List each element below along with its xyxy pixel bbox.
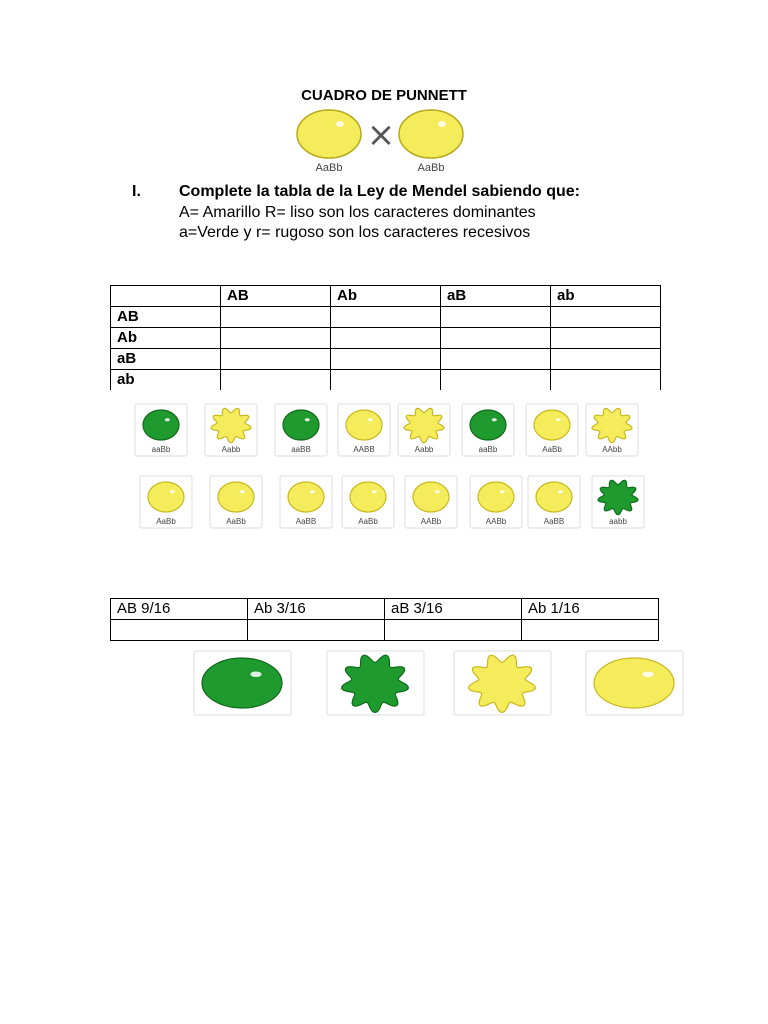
punnett-cell[interactable] [331,370,441,391]
seed-genotype-label: aabb [609,517,627,526]
phenotype-cards [180,645,700,725]
ratio-cell: aB 3/16 [385,599,522,620]
ratio-cell: Ab 1/16 [522,599,659,620]
seed-card-Aabb [398,404,450,456]
punnett-row [111,307,661,328]
seed-genotype-label: AABB [353,445,375,454]
seed-card-AaBB [280,476,332,528]
ratio-answer-row [111,620,659,641]
section-heading: Complete la tabla de la Ley de Mendel sabiendo que: [179,183,580,200]
punnett-cell[interactable] [441,349,551,370]
punnett-cell[interactable] [331,307,441,328]
punnett-cell[interactable] [221,307,331,328]
punnett-col-header: Ab [331,286,441,307]
instruction-line-2: a=Verde y r= rugoso son los caracteres recesivos [179,224,531,241]
seed-genotype-label: aaBB [291,445,311,454]
punnett-col-header: AB [221,286,331,307]
punnett-cell[interactable] [221,328,331,349]
seed-genotype-label: Aabb [221,445,241,454]
page-title: CUADRO DE PUNNETT [301,87,467,104]
punnett-col-header: aB [441,286,551,307]
yellow-wrinkled-seed-card [454,651,551,715]
ratio-header-row [111,599,659,620]
punnett-cell[interactable] [441,328,551,349]
ratio-cell: AB 9/16 [111,599,248,620]
seed-genotype-label: aaBb [151,445,171,454]
ratio-answer-cell[interactable] [248,620,385,641]
green-wrinkled-seed-card [327,651,424,715]
seed-genotype-label: aaBb [478,445,498,454]
ratio-answer-cell[interactable] [385,620,522,641]
seed-genotype-label: AABb [420,517,442,526]
seed-card-AABb [405,476,457,528]
seed-card-Aabb [205,404,257,456]
seed-genotype-label: AaBb [226,517,246,526]
parent2-label: AaBb [417,162,445,174]
cross-symbol: × [366,115,396,155]
seed-card-AABb [470,476,522,528]
seed-genotype-label: Aabb [414,445,434,454]
yellow-round-seed-card [586,651,683,715]
punnett-col-header: ab [551,286,661,307]
punnett-cell[interactable] [331,328,441,349]
ratio-answer-cell[interactable] [522,620,659,641]
seed-card-AaBb [526,404,578,456]
instruction-line-1: A= Amarillo R= liso son los caracteres dominantes [179,204,536,221]
parent2-seed [399,110,463,158]
punnett-cell[interactable] [551,328,661,349]
punnett-row-header: AB [111,307,221,328]
green-round-seed-card [194,651,291,715]
punnett-cell[interactable] [331,349,441,370]
punnett-cell[interactable] [441,370,551,391]
seed-card-aaBb [462,404,514,456]
seed-card-aaBb [135,404,187,456]
seed-cards-grid [130,398,660,533]
punnett-row [111,328,661,349]
punnett-table [110,285,661,390]
seed-genotype-label: AaBB [295,517,317,526]
ratio-answer-cell[interactable] [111,620,248,641]
seed-card-AAbb [586,404,638,456]
seed-card-AABB [338,404,390,456]
punnett-cell[interactable] [441,307,551,328]
parent-cross-illustration [290,106,475,178]
ratio-table [110,598,659,641]
section-number: I. [132,183,141,200]
seed-card-AaBb [210,476,262,528]
punnett-row [111,349,661,370]
punnett-cell[interactable] [221,370,331,391]
punnett-row-header: aB [111,349,221,370]
seed-genotype-label: AaBB [543,517,565,526]
punnett-cell[interactable] [221,349,331,370]
punnett-cell[interactable] [551,370,661,391]
seed-card-AaBb [140,476,192,528]
ratio-cell: Ab 3/16 [248,599,385,620]
parent1-label: AaBb [315,162,343,174]
seed-genotype-label: AaBb [156,517,176,526]
seed-genotype-label: AaBb [542,445,562,454]
punnett-corner-cell [111,286,221,307]
seed-genotype-label: AAbb [602,445,622,454]
parent1-seed [297,110,361,158]
punnett-row [111,370,661,391]
seed-genotype-label: AABb [485,517,507,526]
punnett-row-header: Ab [111,328,221,349]
seed-card-AaBb [342,476,394,528]
seed-card-aabb [592,476,644,528]
punnett-cell[interactable] [551,349,661,370]
punnett-cell[interactable] [551,307,661,328]
punnett-row-header: ab [111,370,221,391]
seed-genotype-label: AaBb [358,517,378,526]
punnett-header-row [111,286,661,307]
seed-card-AaBB [528,476,580,528]
seed-card-aaBB [275,404,327,456]
